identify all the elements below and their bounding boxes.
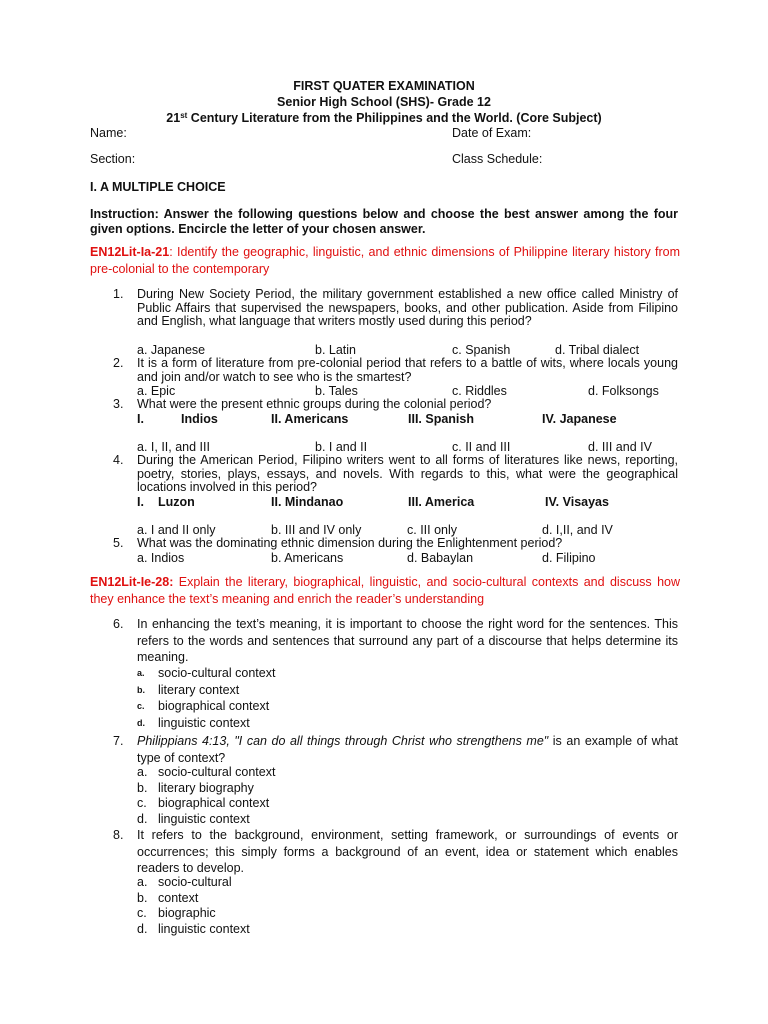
option-d[interactable]: d. I,II, and IV xyxy=(542,523,613,537)
item-2: II. Mindanao xyxy=(271,495,344,509)
option-c[interactable]: c. Riddles xyxy=(452,384,507,398)
question-1 xyxy=(113,288,678,329)
option-letter: a. xyxy=(137,875,148,889)
exam-title: FIRST QUATER EXAMINATION xyxy=(293,79,475,93)
option-letter: c. xyxy=(137,701,145,711)
competency-1-text: : Identify the geographic, linguistic, and ethnic dimensions of Philippine literary history from pre-colonial to the contemporary xyxy=(90,245,680,276)
question-4 xyxy=(113,454,678,495)
option-text: socio-cultural context xyxy=(158,765,276,779)
option-b[interactable]: b. I and II xyxy=(315,440,368,454)
option-c[interactable]: d. Babaylan xyxy=(407,551,474,565)
option-text: linguistic context xyxy=(158,715,250,730)
question-stem: It refers to the background, environment, setting framework, or surroundings of events or occurrences; this simply forms a background of an event, idea or statement which enables readers to develop. xyxy=(137,828,678,875)
option-letter: c. xyxy=(137,906,147,921)
option-text: socio-cultural context xyxy=(158,666,276,680)
question-5 xyxy=(113,537,678,551)
option-letter: d. xyxy=(137,717,145,728)
question-stem: What were the present ethnic groups during the colonial period? xyxy=(137,397,492,411)
competency-2-text: Explain the literary, biographical, linguistic, and socio-cultural contexts and discuss how they enhance the text’s meaning and enrich the reader’s understanding xyxy=(90,575,680,606)
question-stem-rest: is an example of what type of context? xyxy=(137,734,678,765)
item-3: III. Spanish xyxy=(408,412,474,426)
option-letter: d. xyxy=(137,812,148,827)
option-c[interactable]: c. II and III xyxy=(452,440,511,454)
option-text: literary biography xyxy=(158,780,254,795)
course-title-text: Century Literature from the Philippines and the World. (Core Subject) xyxy=(187,111,602,125)
question-7 xyxy=(113,733,678,766)
question-2 xyxy=(113,357,678,384)
question-stem: What was the dominating ethnic dimension during the Enlightenment period? xyxy=(137,536,563,550)
option-a[interactable]: a. I, II, and III xyxy=(137,440,210,454)
option-letter: b. xyxy=(137,780,148,795)
section-field-label: Section: xyxy=(90,152,136,166)
question-6 xyxy=(113,616,678,666)
question-number: 6. xyxy=(113,617,124,631)
option-a[interactable]: a. Japanese xyxy=(137,343,206,357)
question-number: 5. xyxy=(113,536,124,550)
option-d[interactable]: d. Filipino xyxy=(542,551,596,565)
option-text: socio-cultural xyxy=(158,875,232,889)
item-1: Luzon xyxy=(158,495,195,509)
course-title-number: 21 xyxy=(166,111,181,125)
option-a[interactable]: a. Epic xyxy=(137,384,176,398)
option-text: linguistic context xyxy=(158,922,250,937)
competency-2-code: EN12Lit-Ie-28: xyxy=(90,575,174,589)
schedule-field-label: Class Schedule: xyxy=(452,152,543,166)
option-a[interactable]: a. I and II only xyxy=(137,523,216,537)
question-stem: It is a form of literature from pre-colonial period that refers to a battle of wits, where locals young and join and/or watch to see who is the smartest? xyxy=(137,356,678,384)
option-letter: d. xyxy=(137,922,148,937)
question-number: 7. xyxy=(113,734,124,748)
item-1: Indios xyxy=(181,412,218,426)
question-number: 4. xyxy=(113,453,124,467)
question-number: 3. xyxy=(113,397,124,411)
question-number: 8. xyxy=(113,828,124,842)
option-b[interactable]: b. III and IV only xyxy=(271,523,362,537)
option-d[interactable]: d. III and IV xyxy=(588,440,652,454)
item-marker: I. xyxy=(137,495,144,509)
competency-1 xyxy=(90,244,680,278)
option-text: linguistic context xyxy=(158,812,250,827)
option-b[interactable]: b. Americans xyxy=(271,551,344,565)
question-number: 2. xyxy=(113,356,124,370)
item-marker: I. xyxy=(137,412,144,426)
option-b[interactable]: b. Tales xyxy=(315,384,358,398)
course-title xyxy=(0,110,768,126)
item-4: IV. Visayas xyxy=(545,495,609,509)
date-field-label: Date of Exam: xyxy=(452,126,532,140)
option-letter: a. xyxy=(137,765,148,779)
option-c[interactable]: c. Spanish xyxy=(452,343,511,357)
question-stem: During New Society Period, the military government established a new office called Ministry of Public Affairs that supervised the newspapers, books, and other publication. Aside from Filipino and English, what language that writers mostly used during this period? xyxy=(137,287,678,328)
section-heading: I. A MULTIPLE CHOICE xyxy=(90,180,226,194)
item-2: II. Americans xyxy=(271,412,349,426)
bible-quote: Philippians 4:13, "I can do all things through Christ who strengthens me" xyxy=(137,734,549,748)
item-3: III. America xyxy=(408,495,475,509)
option-b[interactable]: b. Latin xyxy=(315,343,357,357)
item-4: IV. Japanese xyxy=(542,412,617,426)
question-stem xyxy=(137,733,678,766)
question-number: 1. xyxy=(113,287,124,301)
option-letter: c. xyxy=(137,796,147,811)
option-text: literary context xyxy=(158,682,240,697)
option-text: context xyxy=(158,890,199,905)
competency-1-code: EN12Lit-Ia-21 xyxy=(90,245,170,259)
option-letter: b. xyxy=(137,684,145,695)
question-3 xyxy=(113,398,678,412)
option-d[interactable]: d. Tribal dialect xyxy=(555,343,640,357)
name-field-label: Name: xyxy=(90,126,127,140)
instruction-text: Instruction: Answer the following questions below and choose the best answer among the four given options. Encircle the letter of your chosen answer. xyxy=(90,207,678,236)
option-c[interactable]: c. III only xyxy=(407,523,458,537)
option-a[interactable]: a. Indios xyxy=(137,551,185,565)
option-text: biographic xyxy=(158,906,216,921)
competency-2 xyxy=(90,574,680,608)
option-d[interactable]: d. Folksongs xyxy=(588,384,659,398)
question-stem: In enhancing the text’s meaning, it is important to choose the right word for the sentences. This refers to the words and sentences that surround any part of a discourse that helps determine its meaning. xyxy=(137,617,678,664)
option-letter: a. xyxy=(137,668,145,678)
question-stem: During the American Period, Filipino writers went to all forms of literatures like news, reporting, poetry, stories, plays, essays, and novels. With regards to this, what were the geographical locations involved in this period? xyxy=(137,453,678,494)
option-text: biographical context xyxy=(158,699,270,713)
option-text: biographical context xyxy=(158,796,270,811)
option-letter: b. xyxy=(137,890,148,905)
question-8 xyxy=(113,827,678,877)
exam-subtitle: Senior High School (SHS)- Grade 12 xyxy=(277,95,491,109)
course-title-superscript: st xyxy=(180,111,188,120)
